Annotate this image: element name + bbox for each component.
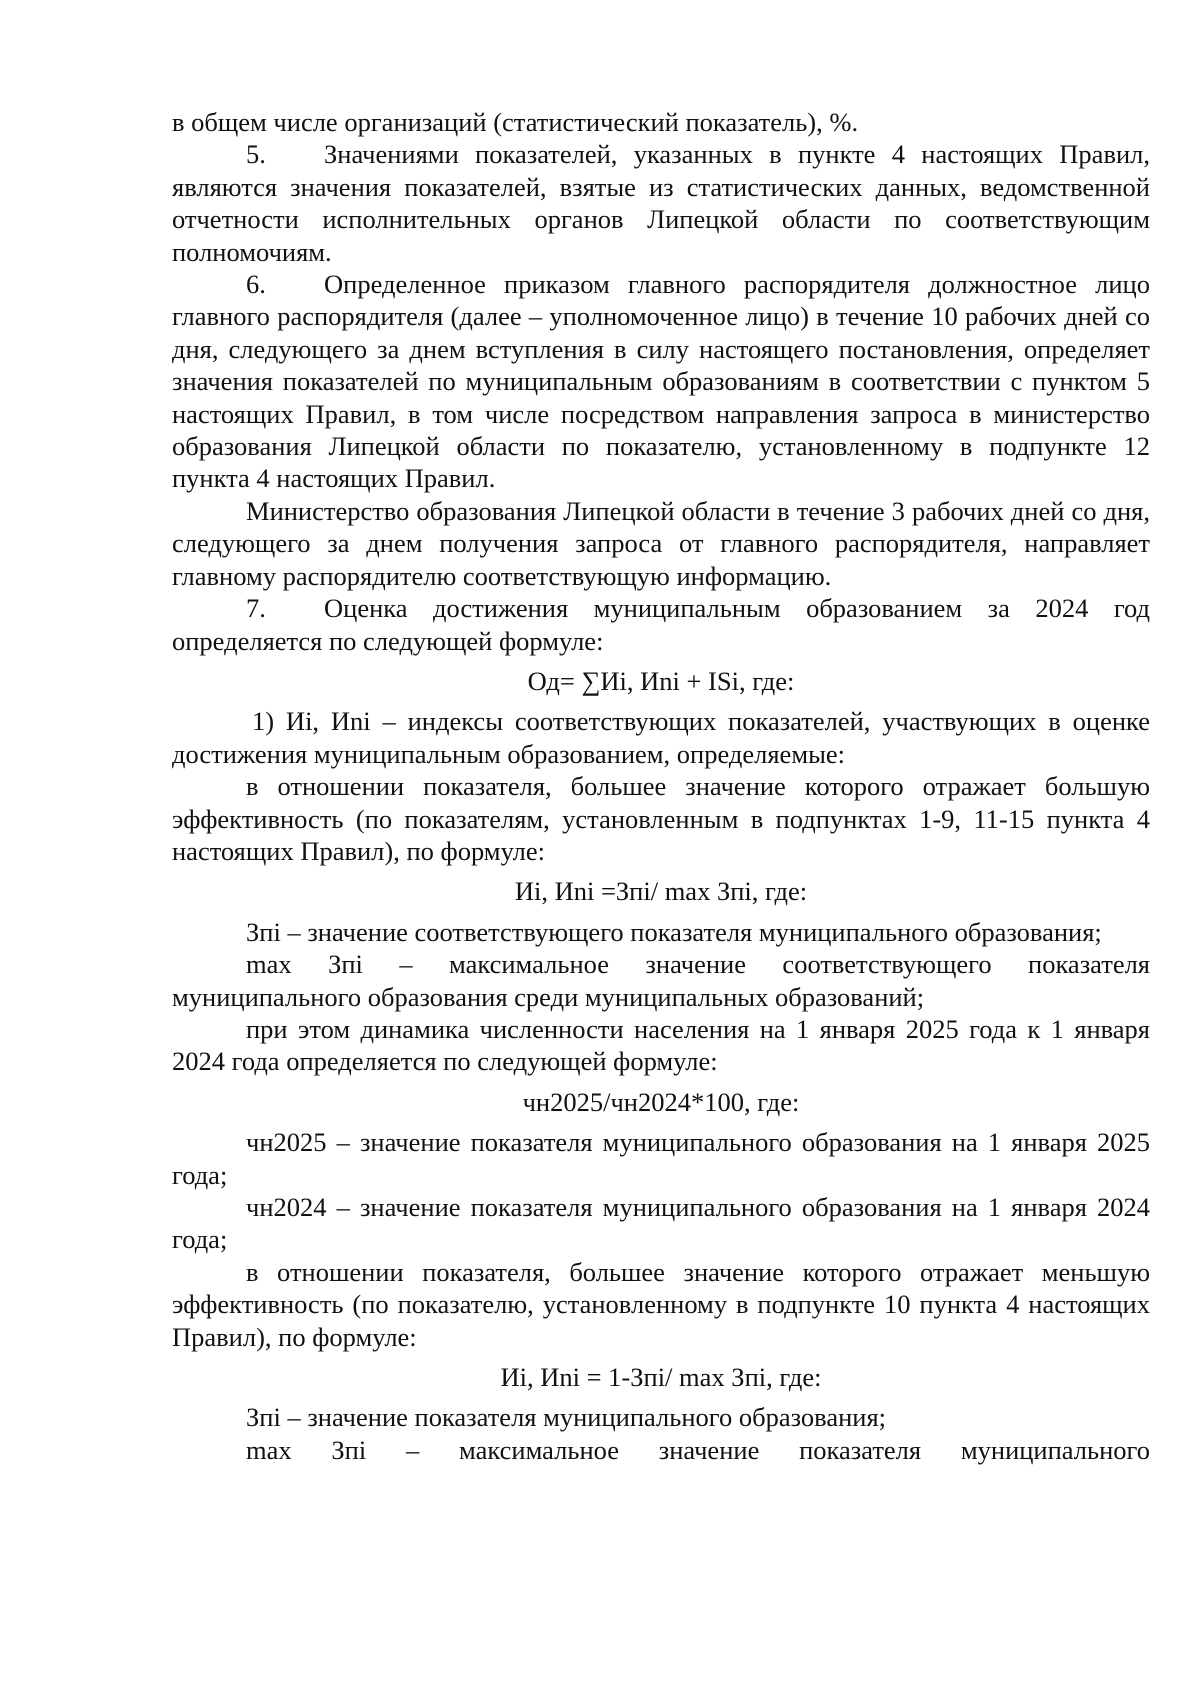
paragraph-item-6 bbox=[172, 268, 1150, 495]
paragraph-definition-ch2024: чн2024 – значение показателя муниципального образования на 1 января 2024 года; bbox=[172, 1192, 1150, 1255]
paragraph-greater-worse: в отношении показателя, большее значение которого отражает меньшую эффективность (по показателю, установленному в подпункте 10 пункта 4 настоящих Правил), по формуле: bbox=[172, 1256, 1150, 1352]
item-text: Значениями показателей, указанных в пункте 4 настоящих Правил, являются значения показателей, взятые из статистических данных, ведомственной отчетности исполнительных органов Липецкой области по соответствующим полномочиям. bbox=[172, 139, 1150, 267]
formula-index-inverse: Иi, Иni = 1-Зпi/ max Зпi, где: bbox=[500, 1362, 822, 1393]
paragraph-continuation: в общем числе организаций (статистический показатель), %. bbox=[172, 107, 859, 137]
item-text: Определенное приказом главного распорядителя должностное лицо главного распорядителя (далее – уполномоченное лицо) в течение 10 рабочих дней со дня, следующего за днем вступления в силу настоящего постановления, определяет значения показателей по муниципальным образованиям в соответствии с пунктом 5 настоящих Правил, в том числе посредством направления запроса в министерство образования Липецкой области по показателю, установленному в подпункте 12 пункта 4 настоящих Правил. bbox=[172, 269, 1150, 494]
document-page bbox=[172, 106, 1150, 1466]
paragraph-population-dynamics: при этом динамика численности населения на 1 января 2025 года к 1 января 2024 года определяется по следующей формуле: bbox=[172, 1013, 1150, 1077]
formula-assessment: Од= ∑Иi, Иni + ISi, где: bbox=[527, 665, 795, 696]
formula-index-direct: Иi, Иni =Зпi/ max Зпi, где: bbox=[514, 876, 808, 907]
paragraph-definition-zpi: Зпi – значение соответствующего показателя муниципального образования; bbox=[246, 916, 1102, 947]
paragraph-definition-max-zpi: max Зпi – максимальное значение соответствующего показателя муниципального образования среди муниципальных образований; bbox=[172, 949, 1150, 1012]
paragraph-definition-max-zpi-2: max Зпi – максимальное значение показателя муниципального bbox=[246, 1434, 1150, 1465]
paragraph-subitem-1: 1) Иi, Иni – индексы соответствующих показателей, участвующих в оценке достижения муниципальным образованием, определяемые: bbox=[172, 706, 1150, 769]
item-number: 5. bbox=[246, 139, 266, 170]
paragraph-ministry: Министерство образования Липецкой области в течение 3 рабочих дней со дня, следующего за днем получения запроса от главного распорядителя, направляет главному распорядителю соответствующую информацию. bbox=[172, 495, 1150, 591]
paragraph-definition-ch2025: чн2025 – значение показателя муниципального образования на 1 января 2025 года; bbox=[172, 1127, 1150, 1190]
paragraph-item-7 bbox=[172, 592, 1150, 657]
item-number: 7. bbox=[246, 593, 266, 624]
paragraph-greater-better: в отношении показателя, большее значение которого отражает большую эффективность (по показателям, установленным в подпунктах 1-9, 11-15 пункта 4 настоящих Правил), по формуле: bbox=[172, 771, 1150, 866]
item-text: Оценка достижения муниципальным образованием за 2024 год определяется по следующей формуле: bbox=[172, 593, 1150, 656]
paragraph-item-5 bbox=[172, 138, 1150, 268]
formula-population: чн2025/чн2024*100, где: bbox=[522, 1086, 800, 1117]
item-number: 6. bbox=[246, 269, 266, 300]
paragraph-definition-zpi-2: Зпi – значение показателя муниципального образования; bbox=[246, 1402, 886, 1433]
